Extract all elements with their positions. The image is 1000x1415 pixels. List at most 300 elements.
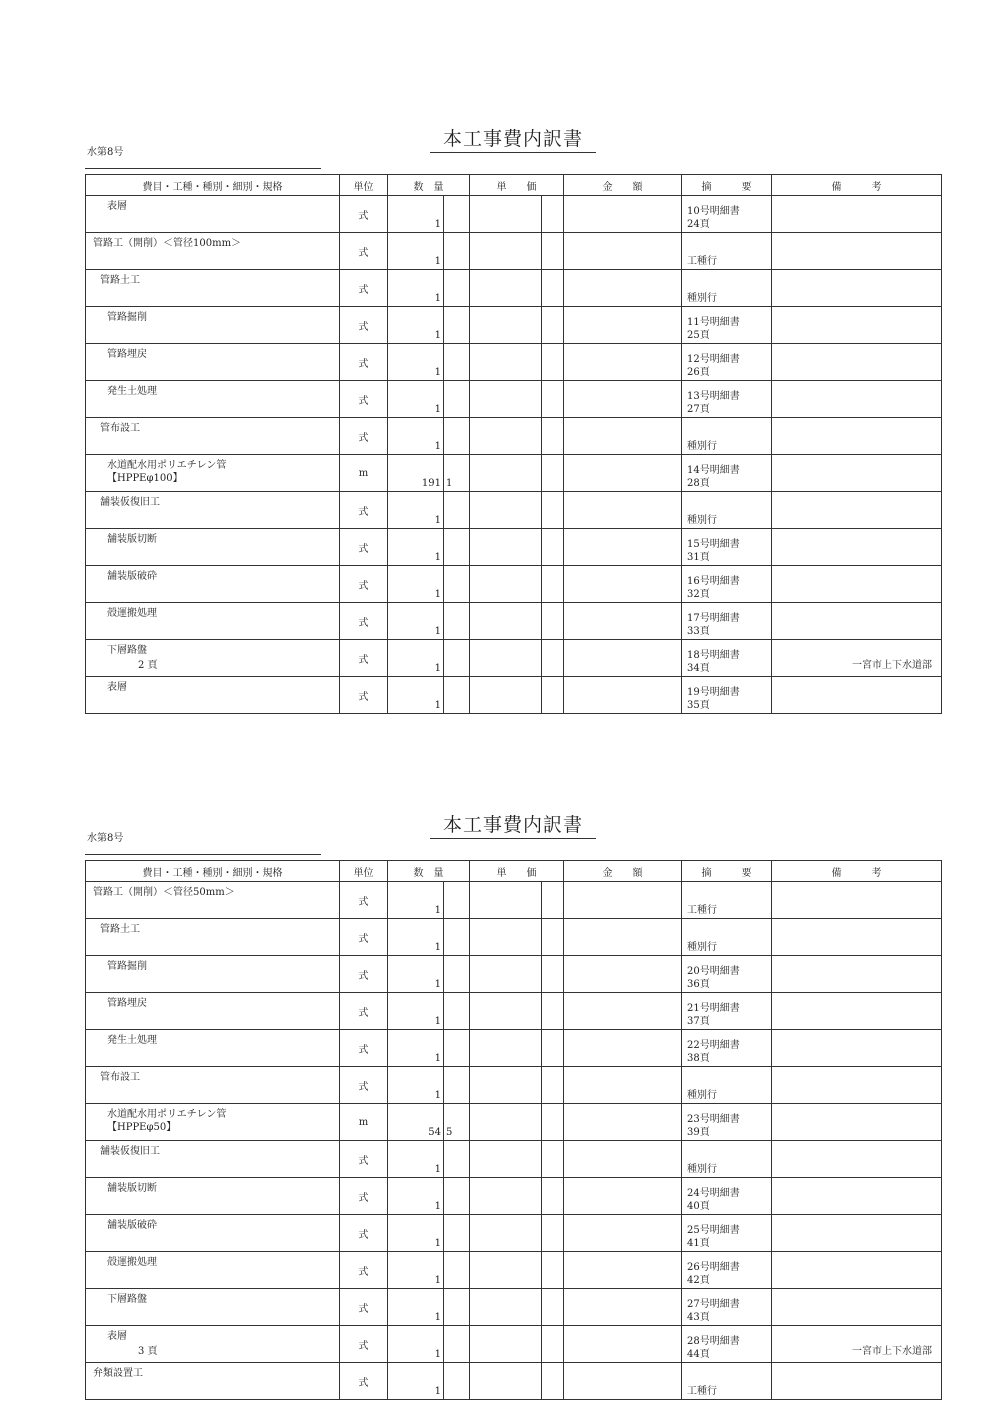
summary-cell xyxy=(682,1141,772,1178)
remarks-cell xyxy=(772,1252,942,1289)
table-row xyxy=(86,1104,942,1141)
header-remarks: 備 考 xyxy=(772,861,942,882)
header-quantity: 数 量 xyxy=(388,861,470,882)
unit-price-fraction-cell xyxy=(542,1030,564,1067)
quantity-fraction-cell xyxy=(444,381,470,418)
amount-cell xyxy=(564,882,682,919)
quantity-cell: 1 xyxy=(388,1030,444,1067)
unit-price-cell xyxy=(470,1067,542,1104)
summary-line: 27頁 xyxy=(687,404,710,415)
summary-line: 種別行 xyxy=(687,1164,717,1175)
item-name: 管路工（開削）＜管径50mm＞ xyxy=(93,887,235,898)
unit-cell: 式 xyxy=(340,307,388,344)
item-name-cell xyxy=(86,529,340,566)
item-name: 発生土処理 xyxy=(107,386,157,397)
amount-cell xyxy=(564,919,682,956)
item-name-cell xyxy=(86,1326,340,1363)
item-name-cell xyxy=(86,993,340,1030)
quantity-fraction-cell xyxy=(444,956,470,993)
summary-cell xyxy=(682,1326,772,1363)
quantity-fraction-cell xyxy=(444,566,470,603)
item-name: 舗装版切断 xyxy=(107,1183,157,1194)
header-amount: 金 額 xyxy=(564,861,682,882)
quantity-cell: 1 xyxy=(388,993,444,1030)
quantity-fraction-cell xyxy=(444,307,470,344)
unit-price-fraction-cell xyxy=(542,1141,564,1178)
summary-line: 工種行 xyxy=(687,256,717,267)
header-summary: 摘 要 xyxy=(682,861,772,882)
quantity-fraction-cell xyxy=(444,603,470,640)
quantity-fraction-cell xyxy=(444,1067,470,1104)
table-row xyxy=(86,1252,942,1289)
table-row xyxy=(86,1326,942,1363)
summary-line: 44頁 xyxy=(687,1349,710,1360)
quantity-cell: 1 xyxy=(388,1289,444,1326)
item-name-cell xyxy=(86,418,340,455)
quantity-cell: 1 xyxy=(388,418,444,455)
unit-price-fraction-cell xyxy=(542,993,564,1030)
summary-cell xyxy=(682,455,772,492)
unit-cell: 式 xyxy=(340,344,388,381)
unit-cell: m xyxy=(340,1104,388,1141)
amount-cell xyxy=(564,381,682,418)
summary-cell xyxy=(682,1104,772,1141)
summary-cell xyxy=(682,882,772,919)
remarks-cell xyxy=(772,1215,942,1252)
quantity-cell: 1 xyxy=(388,307,444,344)
item-name-cell xyxy=(86,1289,340,1326)
item-name: 水道配水用ポリエチレン管 xyxy=(107,460,227,471)
unit-price-cell xyxy=(470,270,542,307)
summary-cell xyxy=(682,344,772,381)
summary-line: 31頁 xyxy=(687,552,710,563)
remarks-cell xyxy=(772,307,942,344)
table-row xyxy=(86,919,942,956)
remarks-cell xyxy=(772,919,942,956)
quantity-fraction-cell xyxy=(444,640,470,677)
unit-price-fraction-cell xyxy=(542,492,564,529)
item-name: 発生土処理 xyxy=(107,1035,157,1046)
table-row xyxy=(86,640,942,677)
header-unit: 単位 xyxy=(340,861,388,882)
unit-price-cell xyxy=(470,196,542,233)
unit-cell: 式 xyxy=(340,993,388,1030)
quantity-cell: 1 xyxy=(388,344,444,381)
unit-cell: 式 xyxy=(340,196,388,233)
remarks-cell xyxy=(772,993,942,1030)
unit-price-fraction-cell xyxy=(542,529,564,566)
table-row xyxy=(86,1141,942,1178)
unit-price-cell xyxy=(470,1363,542,1400)
item-name-cell xyxy=(86,566,340,603)
unit-price-cell xyxy=(470,956,542,993)
summary-cell xyxy=(682,492,772,529)
header-remarks: 備 考 xyxy=(772,175,942,196)
summary-line: 21号明細書 xyxy=(687,1003,740,1014)
remarks-cell xyxy=(772,1141,942,1178)
unit-cell: 式 xyxy=(340,492,388,529)
quantity-cell: 1 xyxy=(388,1215,444,1252)
quantity-fraction-cell: 1 xyxy=(444,455,470,492)
unit-price-cell xyxy=(470,529,542,566)
header-quantity: 数 量 xyxy=(388,175,470,196)
unit-price-fraction-cell xyxy=(542,418,564,455)
quantity-fraction-cell xyxy=(444,919,470,956)
table-row xyxy=(86,270,942,307)
remarks-cell xyxy=(772,1030,942,1067)
summary-line: 11号明細書 xyxy=(687,317,740,328)
quantity-fraction-cell xyxy=(444,882,470,919)
header-row xyxy=(86,175,942,196)
amount-cell xyxy=(564,1326,682,1363)
item-name-cell xyxy=(86,196,340,233)
table-row xyxy=(86,566,942,603)
summary-line: 36頁 xyxy=(687,979,710,990)
unit-price-cell xyxy=(470,1030,542,1067)
unit-price-cell xyxy=(470,492,542,529)
page-number: 3 頁 xyxy=(138,1346,158,1357)
amount-cell xyxy=(564,455,682,492)
unit-price-cell xyxy=(470,1141,542,1178)
item-name-cell xyxy=(86,270,340,307)
unit-cell: 式 xyxy=(340,882,388,919)
unit-cell: 式 xyxy=(340,1215,388,1252)
amount-cell xyxy=(564,1141,682,1178)
amount-cell xyxy=(564,270,682,307)
unit-price-cell xyxy=(470,344,542,381)
remarks-cell xyxy=(772,344,942,381)
summary-line: 42頁 xyxy=(687,1275,710,1286)
unit-price-cell xyxy=(470,1178,542,1215)
item-name: 殻運搬処理 xyxy=(107,608,157,619)
unit-cell: 式 xyxy=(340,418,388,455)
summary-line: 24号明細書 xyxy=(687,1188,740,1199)
table-row xyxy=(86,529,942,566)
summary-line: 種別行 xyxy=(687,1090,717,1101)
unit-price-fraction-cell xyxy=(542,640,564,677)
quantity-fraction-cell xyxy=(444,1030,470,1067)
organization-name: 一宮市上下水道部 xyxy=(852,1346,932,1357)
quantity-cell: 1 xyxy=(388,492,444,529)
summary-cell xyxy=(682,993,772,1030)
summary-line: 19号明細書 xyxy=(687,687,740,698)
summary-cell xyxy=(682,1067,772,1104)
table-row xyxy=(86,1215,942,1252)
summary-cell xyxy=(682,1215,772,1252)
document-title: 本工事費内訳書 xyxy=(430,812,596,839)
unit-price-fraction-cell xyxy=(542,307,564,344)
unit-price-fraction-cell xyxy=(542,919,564,956)
unit-cell: 式 xyxy=(340,919,388,956)
summary-cell xyxy=(682,1178,772,1215)
amount-cell xyxy=(564,1030,682,1067)
summary-line: 20号明細書 xyxy=(687,966,740,977)
remarks-cell xyxy=(772,956,942,993)
remarks-cell xyxy=(772,603,942,640)
header-unit-price: 単 価 xyxy=(470,861,564,882)
item-name-cell xyxy=(86,882,340,919)
unit-price-fraction-cell xyxy=(542,455,564,492)
remarks-cell xyxy=(772,418,942,455)
amount-cell xyxy=(564,233,682,270)
page-number: 2 頁 xyxy=(138,660,158,671)
item-name-cell xyxy=(86,1141,340,1178)
remarks-cell xyxy=(772,455,942,492)
unit-cell: 式 xyxy=(340,270,388,307)
summary-cell xyxy=(682,919,772,956)
unit-price-fraction-cell xyxy=(542,603,564,640)
item-name: 【HPPEφ50】 xyxy=(107,1122,177,1133)
unit-cell: 式 xyxy=(340,1252,388,1289)
unit-cell: 式 xyxy=(340,603,388,640)
summary-line: 32頁 xyxy=(687,589,710,600)
quantity-cell: 1 xyxy=(388,603,444,640)
quantity-cell: 1 xyxy=(388,1363,444,1400)
remarks-cell xyxy=(772,882,942,919)
item-name: 管布設工 xyxy=(100,1072,140,1083)
summary-line: 39頁 xyxy=(687,1127,710,1138)
item-name: 水道配水用ポリエチレン管 xyxy=(107,1109,227,1120)
unit-price-fraction-cell xyxy=(542,1067,564,1104)
unit-price-fraction-cell xyxy=(542,1215,564,1252)
remarks-cell xyxy=(772,566,942,603)
item-name-cell xyxy=(86,1104,340,1141)
unit-cell: 式 xyxy=(340,1326,388,1363)
amount-cell xyxy=(564,1067,682,1104)
table-row xyxy=(86,882,942,919)
item-name-cell xyxy=(86,919,340,956)
quantity-fraction-cell xyxy=(444,1289,470,1326)
header-row xyxy=(86,861,942,882)
quantity-fraction-cell xyxy=(444,344,470,381)
quantity-fraction-cell xyxy=(444,233,470,270)
summary-line: 38頁 xyxy=(687,1053,710,1064)
summary-cell xyxy=(682,956,772,993)
unit-price-fraction-cell xyxy=(542,1326,564,1363)
quantity-fraction-cell xyxy=(444,492,470,529)
summary-line: 25号明細書 xyxy=(687,1225,740,1236)
unit-price-cell xyxy=(470,566,542,603)
remarks-cell xyxy=(772,270,942,307)
item-name: 表層 xyxy=(107,682,127,693)
estimate-sheet xyxy=(0,686,1000,1397)
unit-price-fraction-cell xyxy=(542,196,564,233)
summary-cell xyxy=(682,529,772,566)
header-summary: 摘 要 xyxy=(682,175,772,196)
table-row xyxy=(86,344,942,381)
summary-line: 37頁 xyxy=(687,1016,710,1027)
item-name: 舗装仮復旧工 xyxy=(100,497,160,508)
summary-line: 27号明細書 xyxy=(687,1299,740,1310)
quantity-cell: 1 xyxy=(388,640,444,677)
summary-cell xyxy=(682,307,772,344)
amount-cell xyxy=(564,1363,682,1400)
unit-price-cell xyxy=(470,233,542,270)
summary-line: 22号明細書 xyxy=(687,1040,740,1051)
item-name: 管路掘削 xyxy=(107,961,147,972)
item-name-cell xyxy=(86,307,340,344)
unit-price-cell xyxy=(470,640,542,677)
unit-price-cell xyxy=(470,882,542,919)
amount-cell xyxy=(564,603,682,640)
unit-price-fraction-cell xyxy=(542,381,564,418)
quantity-fraction-cell xyxy=(444,1326,470,1363)
unit-cell: 式 xyxy=(340,529,388,566)
summary-line: 種別行 xyxy=(687,515,717,526)
header-amount: 金 額 xyxy=(564,175,682,196)
quantity-fraction-cell xyxy=(444,1141,470,1178)
remarks-cell xyxy=(772,233,942,270)
item-name: 管路工（開削）＜管径100mm＞ xyxy=(93,238,242,249)
table-row xyxy=(86,307,942,344)
summary-line: 工種行 xyxy=(687,1386,717,1397)
summary-line: 43頁 xyxy=(687,1312,710,1323)
amount-cell xyxy=(564,418,682,455)
remarks-cell xyxy=(772,492,942,529)
quantity-cell: 1 xyxy=(388,566,444,603)
summary-line: 26頁 xyxy=(687,367,710,378)
unit-price-fraction-cell xyxy=(542,1178,564,1215)
table-row xyxy=(86,993,942,1030)
table-row xyxy=(86,603,942,640)
amount-cell xyxy=(564,1104,682,1141)
quantity-cell: 1 xyxy=(388,882,444,919)
quantity-fraction-cell xyxy=(444,1363,470,1400)
item-name: 下層路盤 xyxy=(107,1294,147,1305)
summary-cell xyxy=(682,233,772,270)
unit-cell: 式 xyxy=(340,1141,388,1178)
summary-line: 12号明細書 xyxy=(687,354,740,365)
header-unit: 単位 xyxy=(340,175,388,196)
unit-cell: 式 xyxy=(340,640,388,677)
item-name-cell xyxy=(86,1215,340,1252)
unit-price-cell xyxy=(470,455,542,492)
item-name-cell xyxy=(86,1363,340,1400)
table-row xyxy=(86,1363,942,1400)
summary-line: 10号明細書 xyxy=(687,206,740,217)
unit-price-cell xyxy=(470,1289,542,1326)
item-name-cell xyxy=(86,640,340,677)
unit-price-cell xyxy=(470,1104,542,1141)
unit-cell: 式 xyxy=(340,1067,388,1104)
summary-cell xyxy=(682,1030,772,1067)
unit-price-fraction-cell xyxy=(542,1289,564,1326)
unit-cell: m xyxy=(340,455,388,492)
unit-price-fraction-cell xyxy=(542,1104,564,1141)
item-name: 管路土工 xyxy=(100,924,140,935)
summary-cell xyxy=(682,640,772,677)
unit-price-fraction-cell xyxy=(542,566,564,603)
summary-line: 14号明細書 xyxy=(687,465,740,476)
item-name: 舗装仮復旧工 xyxy=(100,1146,160,1157)
unit-cell: 式 xyxy=(340,381,388,418)
unit-price-cell xyxy=(470,307,542,344)
quantity-fraction-cell: 5 xyxy=(444,1104,470,1141)
quantity-cell: 1 xyxy=(388,919,444,956)
item-name-cell xyxy=(86,956,340,993)
document-title: 本工事費内訳書 xyxy=(430,126,596,153)
unit-price-cell xyxy=(470,1326,542,1363)
summary-line: 種別行 xyxy=(687,441,717,452)
summary-line: 種別行 xyxy=(687,942,717,953)
remarks-cell xyxy=(772,1363,942,1400)
table-row xyxy=(86,196,942,233)
quantity-fraction-cell xyxy=(444,529,470,566)
summary-cell xyxy=(682,1252,772,1289)
summary-line: 28頁 xyxy=(687,478,710,489)
item-name-cell xyxy=(86,381,340,418)
remarks-cell xyxy=(772,196,942,233)
item-name-cell xyxy=(86,1030,340,1067)
quantity-cell: 1 xyxy=(388,1326,444,1363)
amount-cell xyxy=(564,1215,682,1252)
amount-cell xyxy=(564,529,682,566)
amount-cell xyxy=(564,1289,682,1326)
table-row xyxy=(86,956,942,993)
summary-line: 40頁 xyxy=(687,1201,710,1212)
cost-breakdown-table xyxy=(85,860,942,1400)
quantity-cell: 1 xyxy=(388,381,444,418)
item-name: 管布設工 xyxy=(100,423,140,434)
quantity-cell: 1 xyxy=(388,677,444,714)
unit-price-fraction-cell xyxy=(542,956,564,993)
table-row xyxy=(86,1178,942,1215)
summary-line: 16号明細書 xyxy=(687,576,740,587)
quantity-cell: 1 xyxy=(388,196,444,233)
remarks-cell xyxy=(772,529,942,566)
amount-cell xyxy=(564,956,682,993)
remarks-cell xyxy=(772,1067,942,1104)
item-name-cell xyxy=(86,344,340,381)
summary-cell xyxy=(682,196,772,233)
quantity-fraction-cell xyxy=(444,1178,470,1215)
quantity-cell: 1 xyxy=(388,956,444,993)
amount-cell xyxy=(564,566,682,603)
summary-line: 24頁 xyxy=(687,219,710,230)
quantity-fraction-cell xyxy=(444,1252,470,1289)
unit-cell: 式 xyxy=(340,233,388,270)
summary-line: 28号明細書 xyxy=(687,1336,740,1347)
unit-price-fraction-cell xyxy=(542,344,564,381)
item-name: 管路埋戻 xyxy=(107,998,147,1009)
summary-line: 25頁 xyxy=(687,330,710,341)
item-name-cell xyxy=(86,1067,340,1104)
quantity-fraction-cell xyxy=(444,993,470,1030)
quantity-cell: 1 xyxy=(388,1178,444,1215)
unit-price-fraction-cell xyxy=(542,1252,564,1289)
item-name: 【HPPEφ100】 xyxy=(107,473,183,484)
unit-cell: 式 xyxy=(340,566,388,603)
quantity-cell: 191 xyxy=(388,455,444,492)
header-item: 費目・工種・種別・細別・規格 xyxy=(86,175,340,196)
unit-price-cell xyxy=(470,418,542,455)
quantity-cell: 1 xyxy=(388,270,444,307)
amount-cell xyxy=(564,492,682,529)
unit-price-fraction-cell xyxy=(542,233,564,270)
document-code-underline xyxy=(85,168,321,169)
quantity-fraction-cell xyxy=(444,196,470,233)
document-code-underline xyxy=(85,854,321,855)
remarks-cell xyxy=(772,1104,942,1141)
item-name-cell xyxy=(86,492,340,529)
summary-line: 工種行 xyxy=(687,905,717,916)
quantity-cell: 1 xyxy=(388,1067,444,1104)
summary-line: 41頁 xyxy=(687,1238,710,1249)
document-code: 水第8号 xyxy=(87,833,124,844)
quantity-cell: 1 xyxy=(388,1252,444,1289)
remarks-cell xyxy=(772,1289,942,1326)
item-name: 舗装版切断 xyxy=(107,534,157,545)
